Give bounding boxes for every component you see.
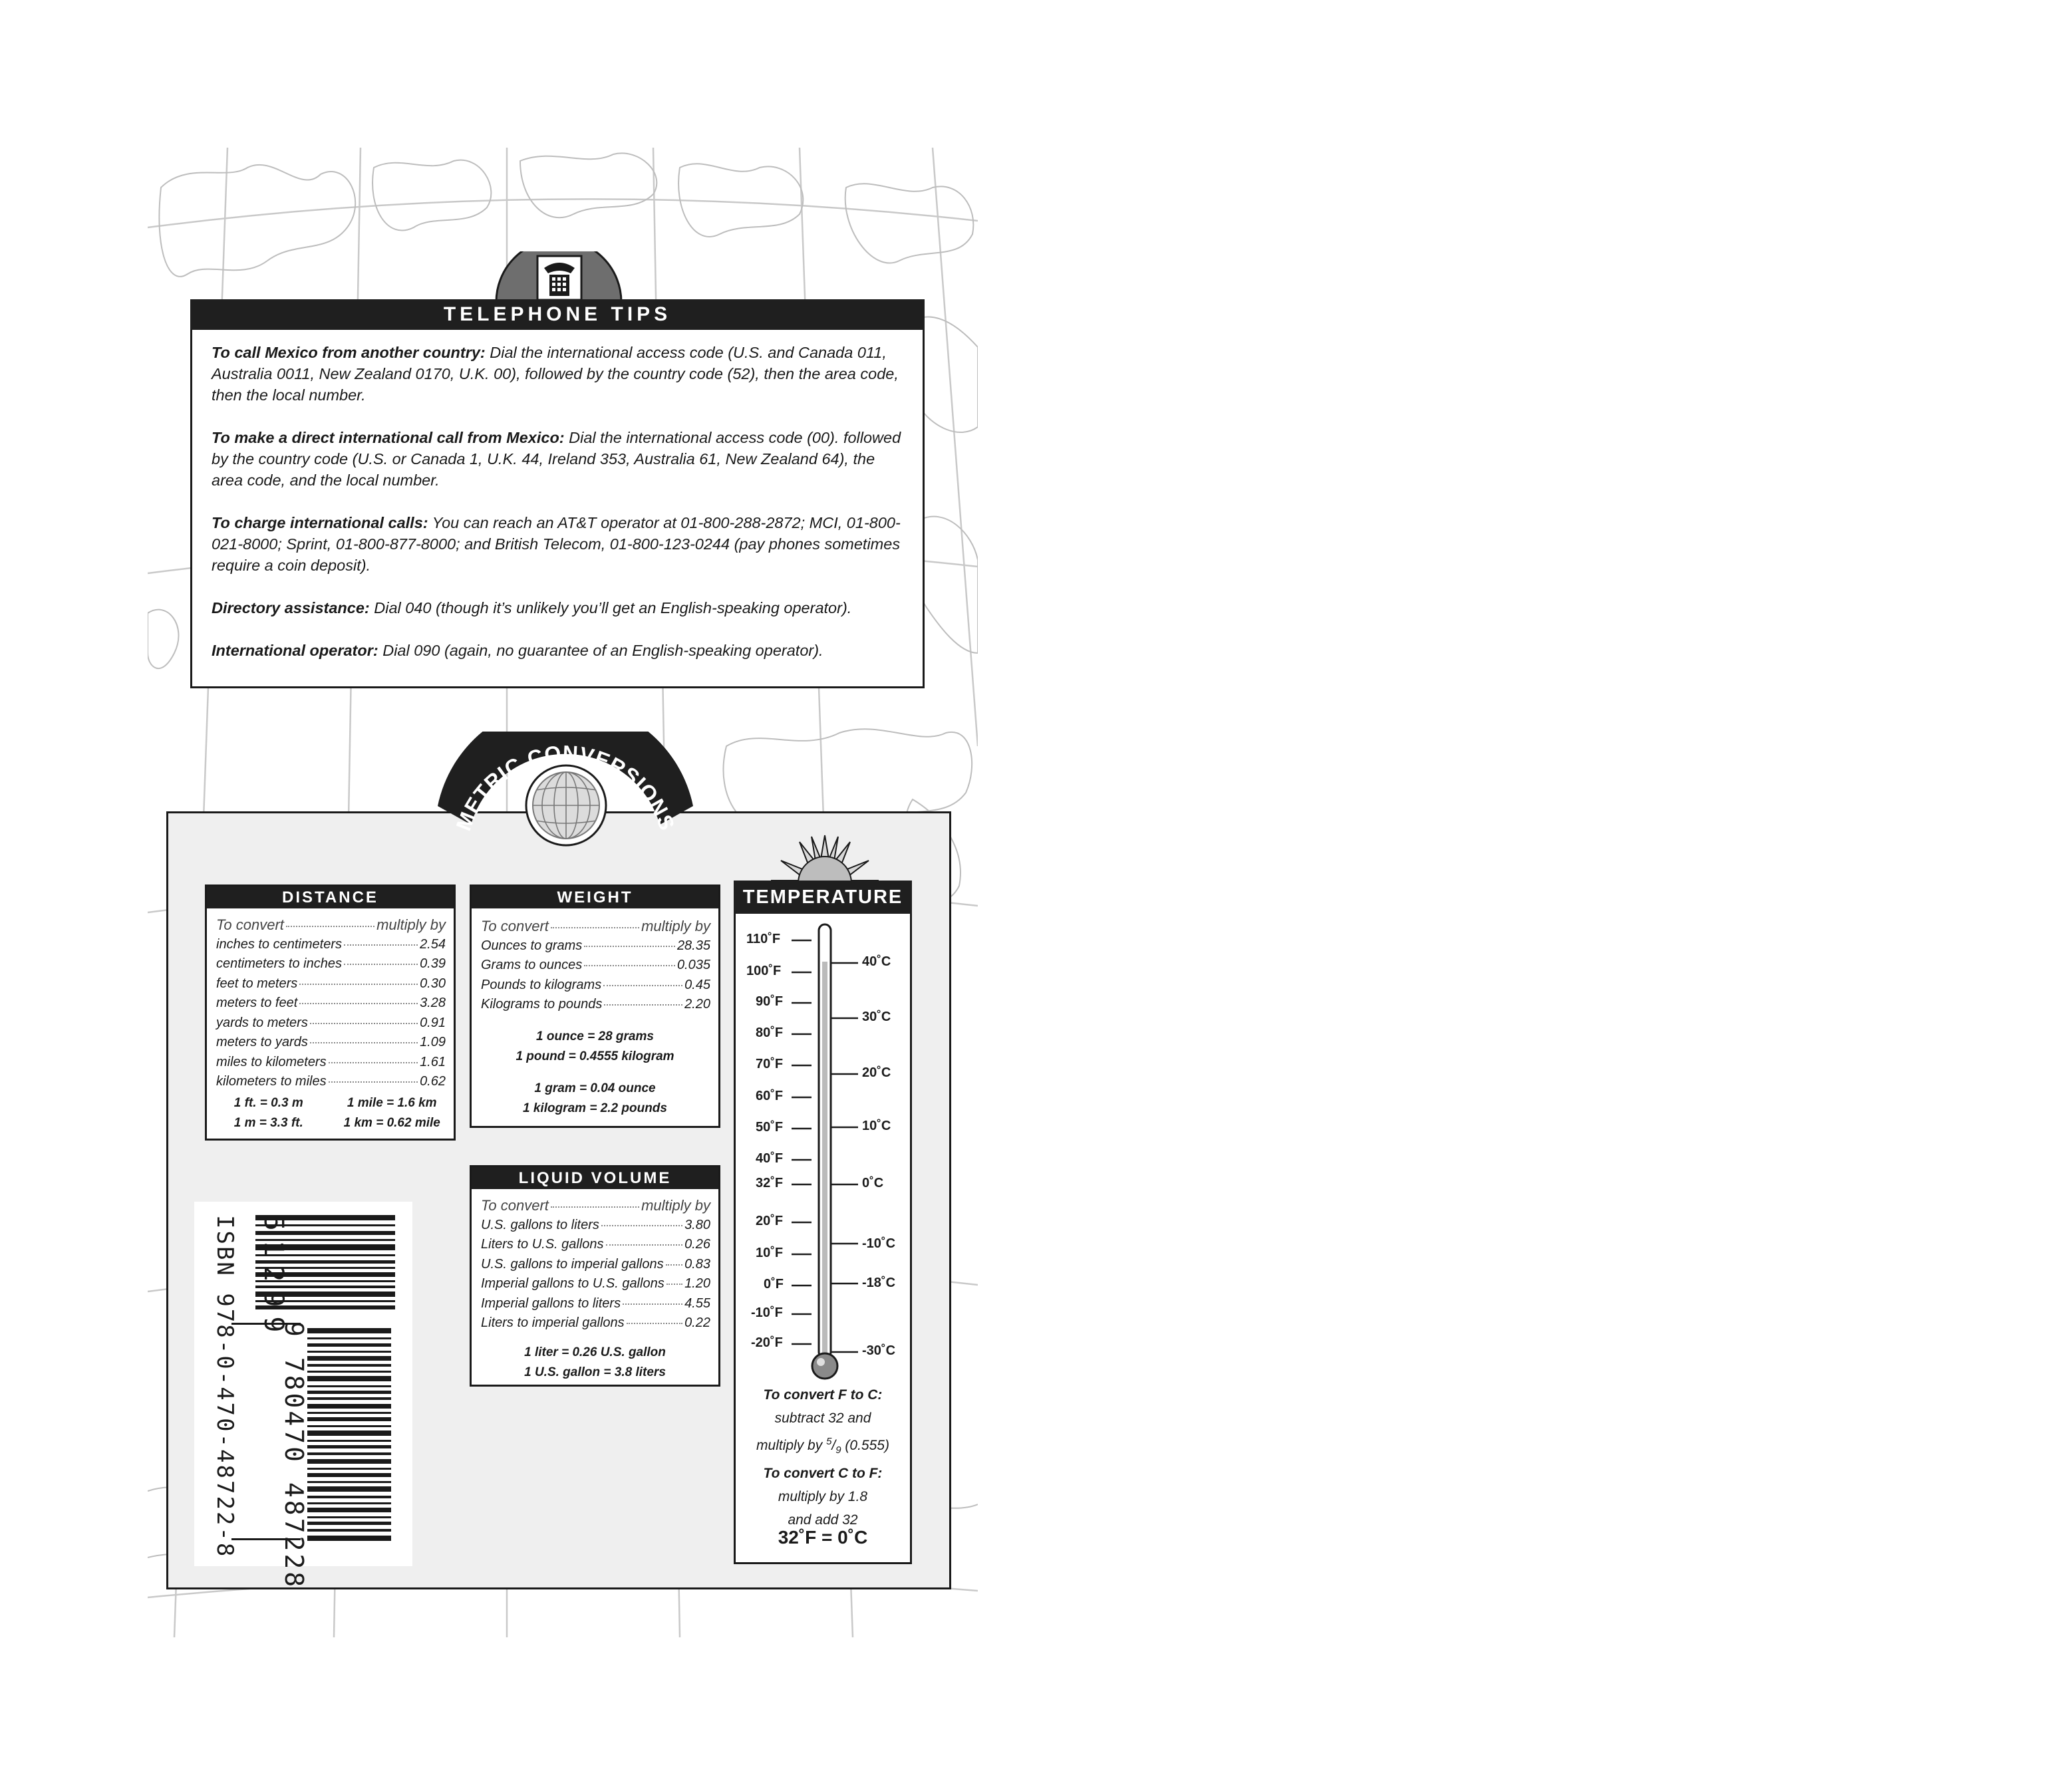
table-row: inches to centimeters 2.54 xyxy=(216,936,446,952)
liquid-volume-table xyxy=(470,1165,720,1387)
weight-notes: 1 ounce = 28 grams 1 pound = 0.4555 kilogram 1 gram = 0.04 ounce 1 kilogram = 2.2 pounds xyxy=(516,1029,674,1115)
weight-title: WEIGHT xyxy=(472,886,718,908)
celsius-label: 40˚C xyxy=(862,954,891,969)
fahrenheit-label: 80˚F xyxy=(756,1025,784,1040)
fahrenheit-label: 100˚F xyxy=(746,964,782,978)
celsius-label: 30˚C xyxy=(862,1010,891,1024)
temperature-conversion-instructions: To convert F to C: subtract 32 and multiply by $^5/_9$ (0.555) To convert C to F: multiply by 1.8 and add 32 xyxy=(756,1387,889,1528)
table-row: meters to yards 1.09 xyxy=(216,1035,446,1049)
distance-header-row: To convert multiply by xyxy=(216,916,446,933)
fahrenheit-label: -20˚F xyxy=(751,1335,783,1350)
table-row: centimeters to inches 0.39 xyxy=(216,956,446,971)
fahrenheit-label: 32˚F xyxy=(756,1176,784,1190)
table-row: kilometers to miles 0.62 xyxy=(216,1074,446,1089)
fahrenheit-label: 60˚F xyxy=(756,1089,784,1103)
celsius-label: 10˚C xyxy=(862,1119,891,1133)
fahrenheit-label: 40˚F xyxy=(756,1151,784,1166)
liquid-notes: 1 liter = 0.26 U.S. gallon 1 U.S. gallon = 3.8 liters xyxy=(524,1345,666,1379)
fahrenheit-label: -10˚F xyxy=(751,1305,783,1320)
table-row: Kilograms to pounds 2.20 xyxy=(481,997,710,1012)
table-row: Liters to imperial gallons 0.22 xyxy=(481,1315,710,1330)
sun-icon xyxy=(766,829,883,883)
temperature-title: TEMPERATURE xyxy=(734,881,912,914)
freezing-point-equivalence: 32˚F = 0˚C xyxy=(778,1527,868,1548)
telephone-icon xyxy=(536,255,583,301)
fahrenheit-label: 50˚F xyxy=(756,1120,784,1135)
thermometer-ticks xyxy=(792,931,865,1357)
fahrenheit-label: 90˚F xyxy=(756,994,784,1009)
tip-call-from-mexico: To make a direct international call from Mexico: Dial the international access code (00). followed by the country code (U.S. or Canada 1, U.K. 44, Ireland 353, Australia 61, New Zealand 64), the area code, and the local number. xyxy=(212,429,901,489)
fahrenheit-label: 70˚F xyxy=(756,1057,784,1071)
table-row: Imperial gallons to liters 4.55 xyxy=(481,1295,710,1311)
distance-title: DISTANCE xyxy=(207,886,454,908)
weight-header-row: To convert multiply by xyxy=(481,918,710,934)
tip-international-operator: International operator: Dial 090 (again, no guarantee of an English-speaking operator). xyxy=(212,642,823,659)
distance-notes: 1 ft. = 0.3 m 1 mile = 1.6 km 1 m = 3.3 ft. 1 km = 0.62 mile xyxy=(233,1095,440,1130)
celsius-label: 20˚C xyxy=(862,1065,891,1080)
fahrenheit-label: 110˚F xyxy=(746,932,781,946)
table-row: Imperial gallons to U.S. gallons 1.20 xyxy=(481,1276,710,1291)
isbn-barcode: 51299 ISBN 978-0-470-48722-8 9 780470 487228 xyxy=(194,1202,412,1566)
table-row: U.S. gallons to imperial gallons 0.83 xyxy=(481,1256,710,1272)
tip-call-mexico: To call Mexico from another country: Dial the international access code (U.S. and Canada 011, Australia 0011, New Zealand 0170, U.K. 00), followed by the country code (52), then the area code, then the local number. xyxy=(212,344,899,404)
liquid-volume-title: LIQUID VOLUME xyxy=(472,1167,718,1189)
distance-table xyxy=(205,885,456,1141)
table-row: miles to kilometers 1.61 xyxy=(216,1054,446,1069)
globe-icon xyxy=(523,762,609,849)
table-row: meters to feet 3.28 xyxy=(216,996,446,1010)
telephone-tips-body xyxy=(212,342,910,682)
telephone-tips-title: TELEPHONE TIPS xyxy=(190,299,925,330)
celsius-label: 0˚C xyxy=(862,1176,884,1190)
liquid-header-row: To convert multiply by xyxy=(481,1197,710,1214)
table-row: yards to meters 0.91 xyxy=(216,1015,446,1030)
table-row: Grams to ounces 0.035 xyxy=(481,958,710,972)
table-row: U.S. gallons to liters 3.80 xyxy=(481,1217,710,1232)
celsius-label: -30˚C xyxy=(862,1343,896,1358)
weight-table xyxy=(470,885,720,1128)
table-row: Liters to U.S. gallons 0.26 xyxy=(481,1237,710,1252)
tip-charge-calls: To charge international calls: You can reach an AT&T operator at 01-800-288-2872; MCI, 01-800-021-8000; Sprint, 01-800-877-8000; and British Telecom, 01-800-123-0244 (pay phones sometimes require a coin deposit). xyxy=(212,514,901,574)
fahrenheit-label: 0˚F xyxy=(764,1277,784,1292)
fahrenheit-label: 20˚F xyxy=(756,1214,784,1228)
fahrenheit-label: 10˚F xyxy=(756,1246,784,1260)
svg-text:METRIC CONVERSIONS: METRIC CONVERSIONS xyxy=(451,740,680,834)
tip-directory-assistance: Directory assistance: Dial 040 (though it’s unlikely you’ll get an English-speaking operator). xyxy=(212,599,852,616)
table-row: Pounds to kilograms 0.45 xyxy=(481,977,710,992)
table-row: feet to meters 0.30 xyxy=(216,976,446,991)
celsius-label: -18˚C xyxy=(862,1276,896,1290)
table-row: Ounces to grams 28.35 xyxy=(481,938,710,953)
celsius-label: -10˚C xyxy=(862,1236,896,1251)
